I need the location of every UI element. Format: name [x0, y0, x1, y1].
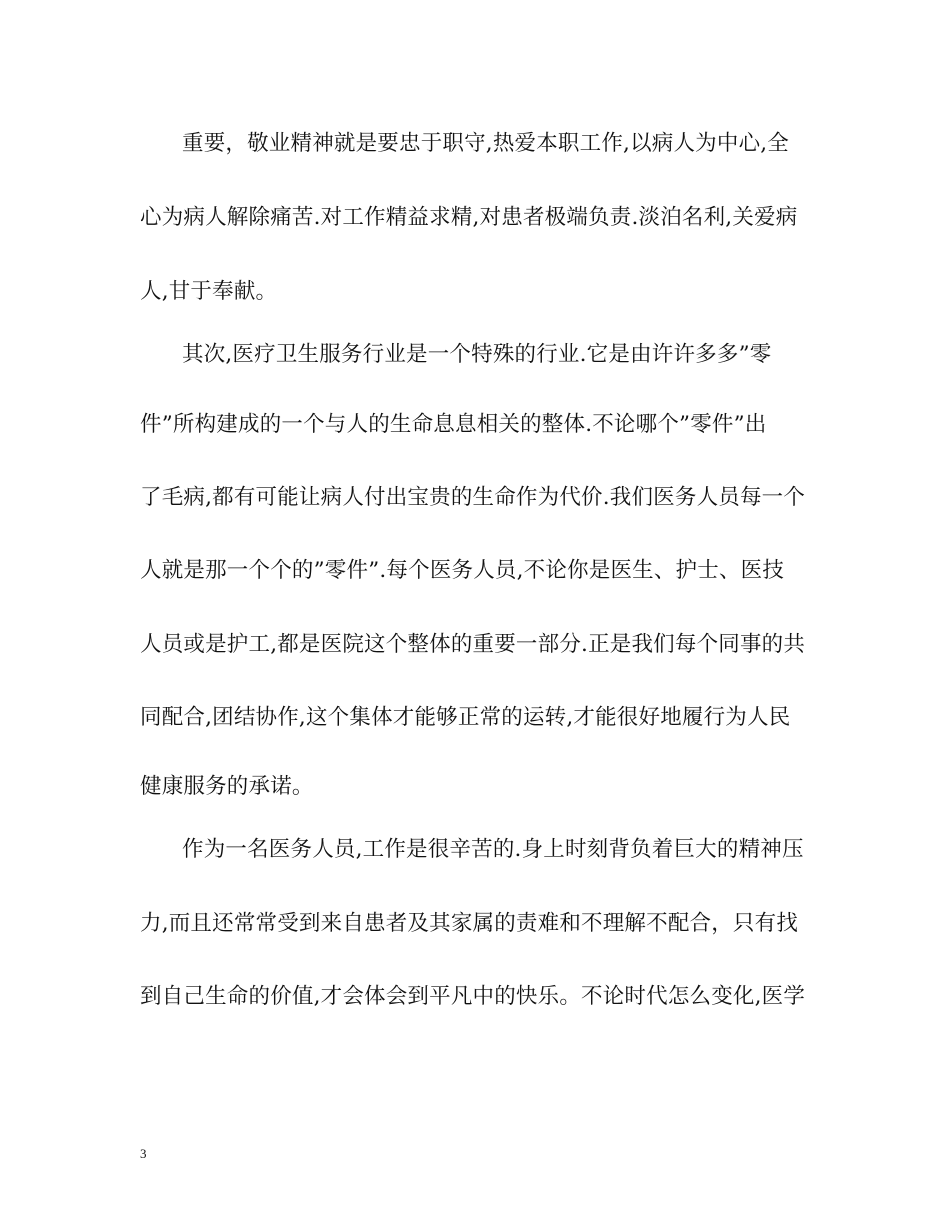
text-line: 同配合,团结协作,这个集体才能够正常的运转,才能很好地履行为人民	[140, 705, 791, 730]
text-line: 到自己生命的价值,才会体会到平凡中的快乐。不论时代怎么变化,医学	[140, 984, 806, 1009]
text-line: 作为一名医务人员,工作是很辛苦的.身上时刻背负着巨大的精神压	[182, 837, 804, 862]
text-line: 力,而且还常常受到来自患者及其家属的责难和不理解不配合，只有找	[140, 911, 799, 936]
text-line: 其次,医疗卫生服务行业是一个特殊的行业.它是由许许多多”零	[182, 342, 772, 367]
text-line: 人员或是护工,都是医院这个整体的重要一部分.正是我们每个同事的共	[140, 632, 806, 657]
text-line: 健康服务的承诺。	[140, 774, 314, 799]
page-number: 3	[140, 1146, 147, 1161]
text-line: 件”所构建成的一个与人的生命息息相关的整体.不论哪个”零件”出	[140, 412, 767, 437]
text-line: 了毛病,都有可能让病人付出宝贵的生命作为代价.我们医务人员每一个	[140, 485, 806, 510]
text-line: 心为病人解除痛苦.对工作精益求精,对患者极端负责.淡泊名利,关爱病	[140, 205, 798, 230]
text-line: 人就是那一个个的”零件”.每个医务人员,不论你是医生、护士、医技	[140, 558, 785, 583]
text-line: 人,甘于奉献。	[140, 279, 278, 304]
text-line: 重要，敬业精神就是要忠于职守,热爱本职工作,以病人为中心,全	[182, 131, 790, 156]
